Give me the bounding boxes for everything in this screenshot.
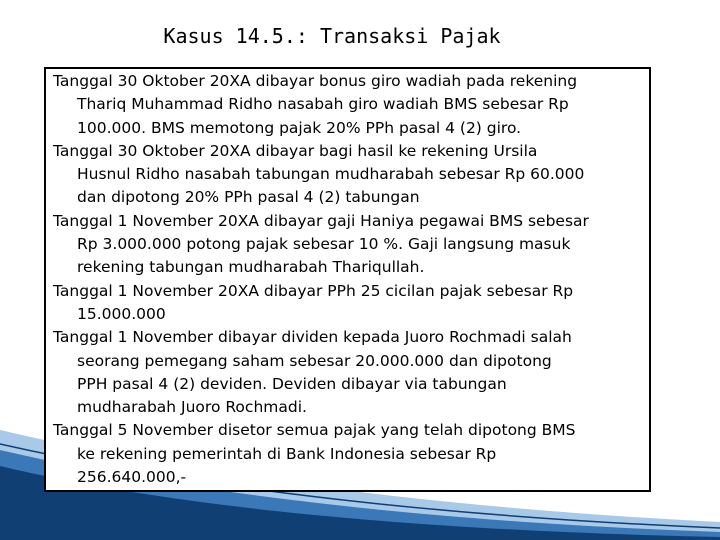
transaction-list-box	[44, 67, 651, 492]
transaction-paragraph-6: Tanggal 5 November disetor semua pajak yang telah dipotong BMS ke rekening pemerintah di Bank Indonesia sebesar Rp 256.640.000,-	[53, 421, 576, 487]
transaction-paragraph-2: Tanggal 30 Oktober 20XA dibayar bagi hasil ke rekening Ursila Husnul Ridho nasabah tabungan mudharabah sebesar Rp 60.000 dan dipotong 20% PPh pasal 4 (2) tabungan	[53, 141, 585, 207]
transaction-paragraph-3: Tanggal 1 November 20XA dibayar gaji Haniya pegawai BMS sebesar Rp 3.000.000 potong pajak sebesar 10 %. Gaji langsung masuk rekening tabungan mudharabah Thariqullah.	[53, 211, 589, 277]
transaction-paragraph-1: Tanggal 30 Oktober 20XA dibayar bonus giro wadiah pada rekening Thariq Muhammad Ridho nasabah giro wadiah BMS sebesar Rp 100.000. BMS memotong pajak 20% PPh pasal 4 (2) giro.	[53, 72, 578, 137]
page-title: Kasus 14.5.: Transaksi Pajak	[163, 24, 501, 48]
transaction-paragraph-4: Tanggal 1 November 20XA dibayar PPh 25 cicilan pajak sebesar Rp 15.000.000	[53, 281, 574, 323]
transaction-paragraph-5: Tanggal 1 November dibayar dividen kepada Juoro Rochmadi salah seorang pemegang saham sebesar 20.000.000 dan dipotong PPH pasal 4 (2) deviden. Deviden dibayar via tabungan mudharabah Juoro Rochmadi.	[53, 328, 572, 417]
